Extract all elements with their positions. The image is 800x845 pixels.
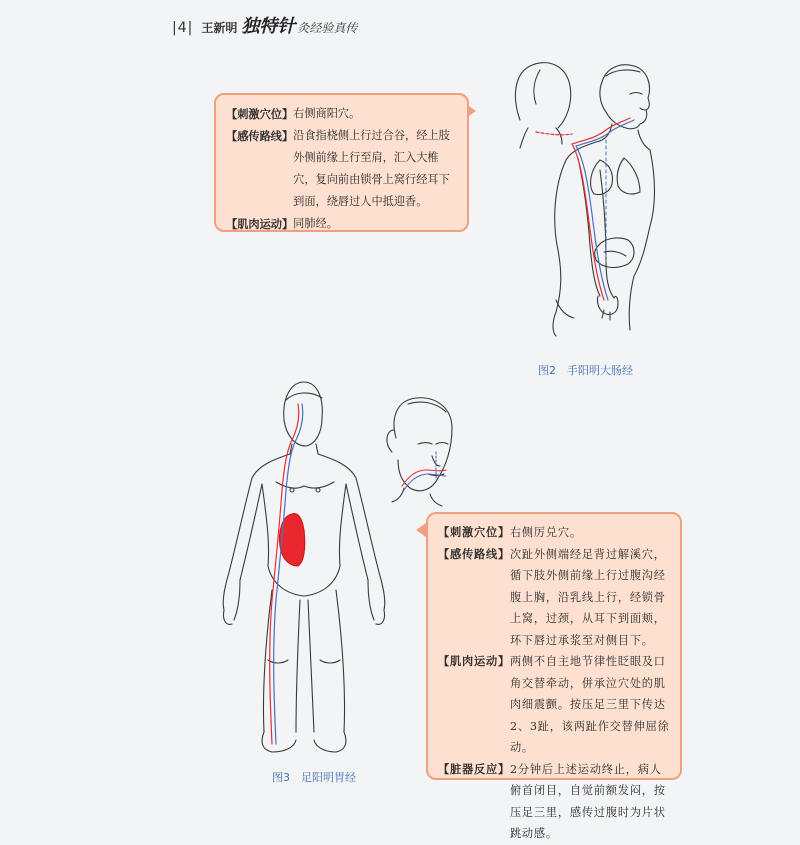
large-intestine-info-box: [214, 93, 469, 232]
info-value: 右侧厉兑穴。: [509, 526, 582, 539]
info-value: 两侧不自主地节律性眨眼及口角交替牵动，併承泣穴处的肌肉细震颤。按压足三里下传达2、3趾，该两趾作交替伸屈徐动。: [509, 655, 670, 754]
book-title-strong: 独特针: [241, 16, 296, 37]
info-label: 【肌肉运动】: [438, 654, 510, 668]
info-label: 【刺激穴位】: [438, 525, 510, 539]
large-intestine-meridian-line: [536, 118, 634, 300]
info-label: 【刺激穴位】: [226, 107, 294, 121]
info-row-muscle-movement: [438, 651, 670, 759]
info-label: 【感传路线】: [226, 129, 294, 143]
book-title-rest: 灸经验真传: [297, 21, 358, 35]
info-value: 沿食指桡侧上行过合谷，经上肢外侧前缘上行至肩，汇入大椎穴，复向前由锁骨上窝行经耳下到面，绕唇过人中抵迎香。: [293, 129, 450, 208]
info-label: 【感传路线】: [438, 546, 510, 561]
info-value: 同肺经。: [293, 217, 338, 230]
info-label: 【脏器反应】: [438, 761, 510, 776]
face-portrait-figure: [387, 398, 452, 506]
book-author: 王新明: [201, 21, 238, 35]
full-body-figure: [223, 382, 385, 752]
side-torso-figure: [553, 65, 655, 336]
info-row-propagation-route: [226, 125, 457, 213]
page-number: |4|: [172, 20, 194, 36]
info-value: 右侧商阳穴。: [293, 107, 361, 120]
box2-pointer: [416, 523, 426, 537]
face-meridian-line: [402, 452, 446, 490]
stomach-info-box: [426, 512, 682, 840]
info-label: 【肌肉运动】: [226, 217, 294, 231]
info-row-stimulus-point: [226, 103, 457, 125]
figure3-caption: 图3 足阳明胃经: [272, 771, 356, 784]
info-row-muscle-movement: [226, 213, 457, 235]
info-value: 次趾外侧端经足背过解溪穴，循下肢外侧前缘上行过腹沟经腹上胸，沿乳线上行，经锁骨上窝，过颈，从耳下到面颊，环下唇过承浆至对侧目下。: [509, 547, 666, 647]
info-row-organ-reaction: [438, 759, 670, 845]
info-value: 2分钟后上述运动终止，病人俯首闭目，自觉前额发闷，按压足三里，感传过腹时为片状跳动感。: [509, 762, 666, 840]
info-row-propagation-route: [438, 544, 670, 652]
figure2-caption: 图2 手阳明大肠经: [538, 364, 633, 377]
info-row-stimulus-point: [438, 522, 670, 544]
